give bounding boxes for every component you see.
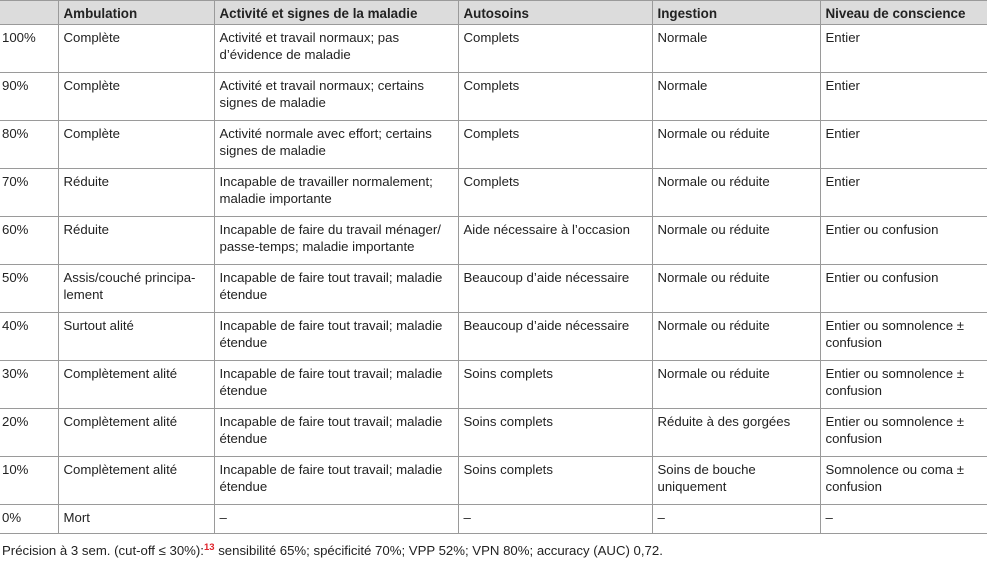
cell-col-consciousness: Entier: [820, 121, 987, 169]
table-row: [0, 361, 987, 409]
cell-col-activity: Activité et travail normaux; pas d’évidence de maladie: [214, 25, 458, 73]
footnote: [2, 542, 663, 559]
cell-col-intake: Normale: [652, 73, 820, 121]
cell-col-consciousness: Somnolence ou coma ± confusion: [820, 457, 987, 505]
cell-col-activity: Incapable de faire tout travail; maladie étendue: [214, 265, 458, 313]
cell-col-ambulation: Réduite: [58, 169, 214, 217]
cell-col-ambulation: Complète: [58, 73, 214, 121]
cell-col-consciousness: Entier ou somnolence ± confusion: [820, 313, 987, 361]
cell-col-activity: Incapable de faire tout travail; maladie étendue: [214, 313, 458, 361]
cell-col-intake: Normale ou réduite: [652, 265, 820, 313]
cell-col-activity: Activité normale avec effort; certains signes de maladie: [214, 121, 458, 169]
table-body: [0, 25, 987, 534]
cell-col-activity: Incapable de faire tout travail; maladie étendue: [214, 409, 458, 457]
cell-col-ambulation: Complète: [58, 121, 214, 169]
table-row: [0, 409, 987, 457]
cell-col-intake: Normale ou réduite: [652, 313, 820, 361]
table-row: [0, 265, 987, 313]
cell-col-consciousness: Entier ou confusion: [820, 217, 987, 265]
table-header: [0, 1, 987, 25]
table-row: [0, 313, 987, 361]
footnote-suffix: sensibilité 65%; spécificité 70%; VPP 52%; VPN 80%; accuracy (AUC) 0,72.: [214, 543, 663, 558]
cell-col-ambulation: Surtout alité: [58, 313, 214, 361]
cell-col-percentage: 20%: [0, 409, 58, 457]
table-row: [0, 217, 987, 265]
cell-col-consciousness: Entier: [820, 25, 987, 73]
cell-col-activity: Activité et travail normaux; certains signes de maladie: [214, 73, 458, 121]
cell-col-ambulation: Complète: [58, 25, 214, 73]
cell-col-percentage: 0%: [0, 505, 58, 534]
cell-col-self-care: Aide nécessaire à l’occasion: [458, 217, 652, 265]
cell-col-ambulation: Complètement alité: [58, 361, 214, 409]
cell-col-consciousness: –: [820, 505, 987, 534]
cell-col-percentage: 90%: [0, 73, 58, 121]
cell-col-percentage: 30%: [0, 361, 58, 409]
cell-col-self-care: Complets: [458, 73, 652, 121]
cell-col-self-care: Soins complets: [458, 361, 652, 409]
cell-col-percentage: 10%: [0, 457, 58, 505]
cell-col-ambulation: Réduite: [58, 217, 214, 265]
cell-col-self-care: Soins complets: [458, 409, 652, 457]
cell-col-consciousness: Entier ou confusion: [820, 265, 987, 313]
table-row: [0, 73, 987, 121]
cell-col-self-care: Complets: [458, 169, 652, 217]
cell-col-ambulation: Complètement alité: [58, 409, 214, 457]
cell-col-ambulation: Complètement alité: [58, 457, 214, 505]
cell-col-intake: Normale ou réduite: [652, 217, 820, 265]
table-row: [0, 121, 987, 169]
header-col-ambulation: Ambulation: [58, 1, 214, 25]
header-col-intake: Ingestion: [652, 1, 820, 25]
header-col-percentage: [0, 1, 58, 25]
footnote-prefix: Précision à 3 sem. (cut-off ≤ 30%):: [2, 543, 204, 558]
cell-col-percentage: 40%: [0, 313, 58, 361]
cell-col-activity: Incapable de travailler normalement; maladie importante: [214, 169, 458, 217]
cell-col-consciousness: Entier: [820, 169, 987, 217]
cell-col-percentage: 50%: [0, 265, 58, 313]
cell-col-ambulation: Mort: [58, 505, 214, 534]
cell-col-consciousness: Entier: [820, 73, 987, 121]
cell-col-activity: Incapable de faire tout travail; maladie étendue: [214, 361, 458, 409]
cell-col-consciousness: Entier ou somnolence ± confusion: [820, 409, 987, 457]
header-col-self-care: Autosoins: [458, 1, 652, 25]
header-col-consciousness: Niveau de conscience: [820, 1, 987, 25]
table-header-row: [0, 1, 987, 25]
table-row: [0, 25, 987, 73]
cell-col-intake: Normale ou réduite: [652, 121, 820, 169]
cell-col-self-care: Beaucoup d’aide nécessaire: [458, 313, 652, 361]
table-row: [0, 457, 987, 505]
cell-col-intake: Réduite à des gorgées: [652, 409, 820, 457]
cell-col-intake: Normale: [652, 25, 820, 73]
cell-col-consciousness: Entier ou somnolence ± confusion: [820, 361, 987, 409]
cell-col-self-care: –: [458, 505, 652, 534]
cell-col-intake: –: [652, 505, 820, 534]
table-row: [0, 169, 987, 217]
cell-col-self-care: Beaucoup d’aide nécessaire: [458, 265, 652, 313]
cell-col-percentage: 100%: [0, 25, 58, 73]
cell-col-activity: Incapable de faire tout travail; maladie étendue: [214, 457, 458, 505]
cell-col-activity: –: [214, 505, 458, 534]
cell-col-self-care: Complets: [458, 121, 652, 169]
cell-col-ambulation: Assis/couché principa-lement: [58, 265, 214, 313]
footnote-reference: 13: [203, 542, 215, 553]
cell-col-intake: Normale ou réduite: [652, 169, 820, 217]
cell-col-percentage: 70%: [0, 169, 58, 217]
cell-col-self-care: Soins complets: [458, 457, 652, 505]
cell-col-percentage: 80%: [0, 121, 58, 169]
cell-col-intake: Normale ou réduite: [652, 361, 820, 409]
cell-col-intake: Soins de bouche uniquement: [652, 457, 820, 505]
cell-col-percentage: 60%: [0, 217, 58, 265]
cell-col-activity: Incapable de faire du travail ménager/ passe-temps; maladie importante: [214, 217, 458, 265]
header-col-activity: Activité et signes de la maladie: [214, 1, 458, 25]
table-row: [0, 505, 987, 534]
cell-col-self-care: Complets: [458, 25, 652, 73]
